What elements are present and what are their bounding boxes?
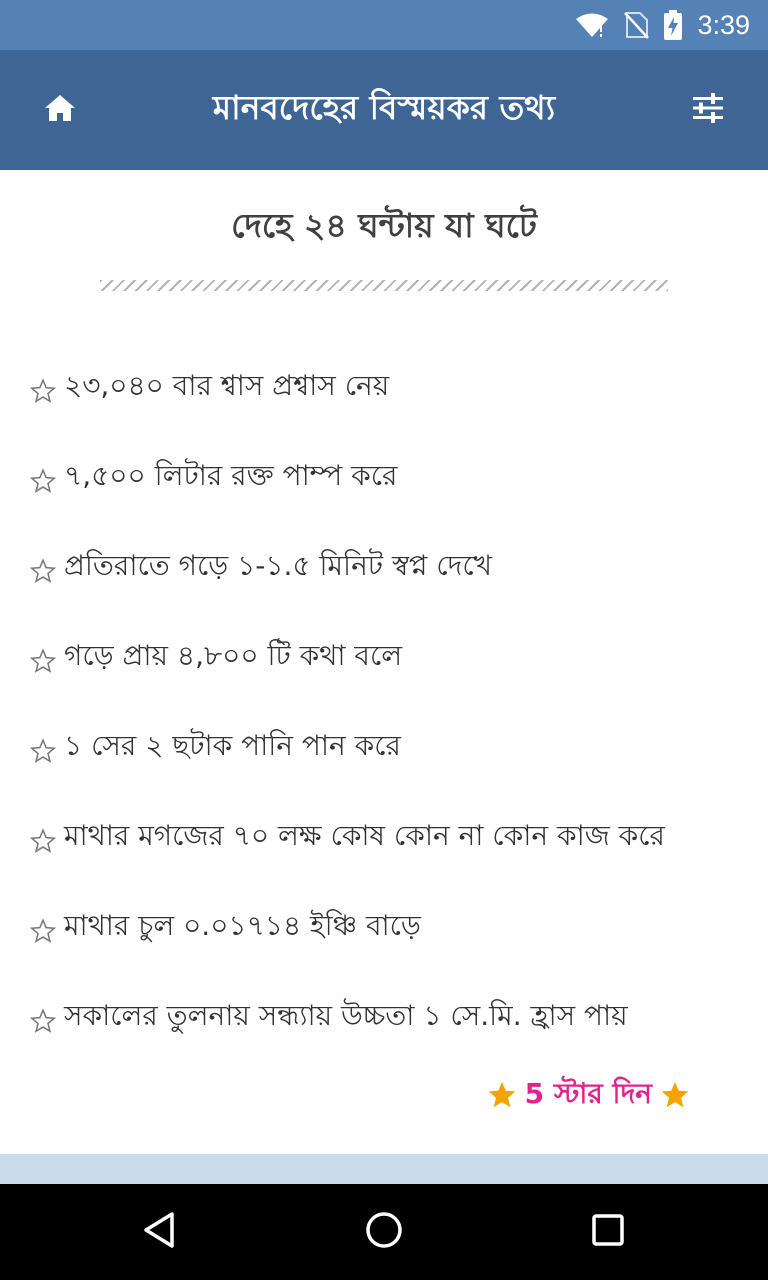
star-filled-icon — [487, 1080, 517, 1110]
star-outline-icon — [30, 378, 56, 404]
star-outline-icon — [30, 738, 56, 764]
system-nav-bar — [0, 1184, 768, 1280]
home-button[interactable] — [36, 88, 84, 132]
fact-text: সকালের তুলনায় সন্ধ্যায় উচ্চতা ১ সে.মি. হ্রাস পায় — [64, 998, 628, 1032]
fact-text: ২৩,০৪০ বার শ্বাস প্রশ্বাস নেয় — [64, 368, 390, 402]
fact-text: ১ সের ২ ছটাক পানি পান করে — [64, 728, 401, 762]
settings-button[interactable] — [684, 88, 732, 132]
star-outline-icon — [30, 648, 56, 674]
fact-item — [30, 432, 750, 522]
star-outline-icon — [30, 558, 56, 584]
back-button[interactable] — [136, 1208, 184, 1256]
star-outline-icon — [30, 1008, 56, 1034]
recents-icon — [588, 1210, 628, 1254]
star-outline-icon — [30, 828, 56, 854]
star-outline-icon — [30, 918, 56, 944]
content-area — [0, 170, 768, 1154]
home-icon — [43, 93, 77, 127]
hatched-divider — [100, 280, 668, 291]
app-title: মানবদেহের বিস্ময়কর তথ্য — [212, 88, 556, 127]
fact-item — [30, 522, 750, 612]
no-sim-icon — [623, 11, 649, 39]
app-bar — [0, 50, 768, 170]
wifi-icon — [575, 12, 609, 38]
rate-app-button[interactable] — [479, 1072, 698, 1118]
fact-item — [30, 612, 750, 702]
fact-item — [30, 972, 750, 1062]
section-title: দেহে ২৪ ঘন্টায় যা ঘটে — [231, 206, 537, 245]
fact-text: গড়ে প্রায় ৪,৮০০ টি কথা বলে — [64, 638, 403, 672]
home-circle-icon — [364, 1210, 404, 1254]
fact-text: ৭,৫০০ লিটার রক্ত পাম্প করে — [64, 458, 398, 492]
fact-item — [30, 342, 750, 432]
star-outline-icon — [30, 468, 56, 494]
fact-item — [30, 792, 750, 882]
status-bar — [0, 0, 768, 50]
fact-text: প্রতিরাতে গড়ে ১-১.৫ মিনিট স্বপ্ন দেখে — [64, 548, 493, 582]
recents-button[interactable] — [584, 1208, 632, 1256]
back-icon — [140, 1210, 180, 1254]
settings-sliders-icon — [692, 93, 724, 127]
star-filled-icon — [660, 1080, 690, 1110]
facts-list — [30, 342, 750, 1062]
status-time: 3:39 — [697, 9, 750, 40]
fact-text: মাথার মগজের ৭০ লক্ষ কোষ কোন না কোন কাজ করে — [64, 818, 665, 852]
battery-charging-icon — [663, 10, 683, 40]
fact-text: মাথার চুল ০.০১৭১৪ ইঞ্চি বাড়ে — [64, 908, 421, 942]
rate-label: 5 স্টার দিন — [524, 1076, 652, 1110]
bottom-strip — [0, 1154, 768, 1184]
fact-item — [30, 702, 750, 792]
fact-item — [30, 882, 750, 972]
home-nav-button[interactable] — [360, 1208, 408, 1256]
